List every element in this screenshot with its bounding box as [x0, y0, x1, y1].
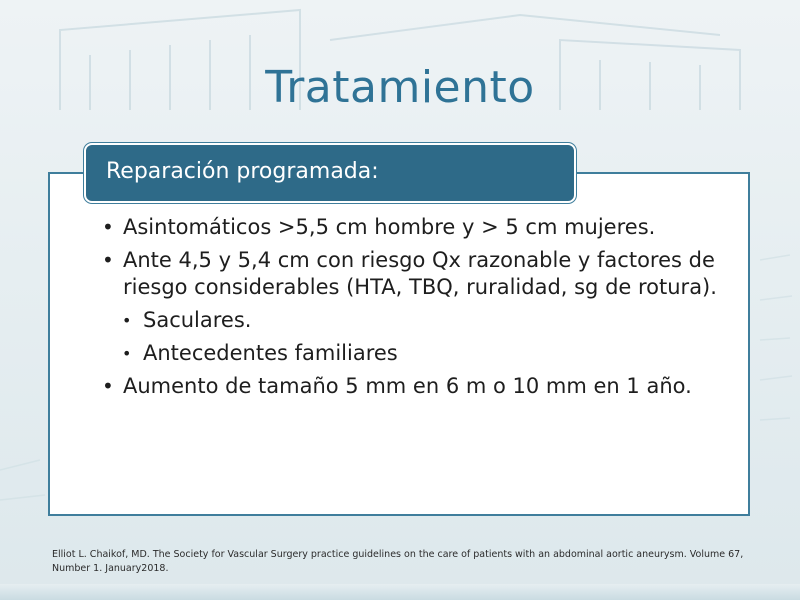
citation-line: Elliot L. Chaikof, MD. The Society for Vascular Surgery practice guidelines on the care of patients with an abdominal aortic aneurysm. Volume 67,: [52, 549, 744, 560]
section-header: [84, 143, 576, 203]
bottom-bar: [0, 584, 800, 600]
bullet-item: • Asintomáticos >5,5 cm hombre y > 5 cm mujeres.: [100, 214, 720, 241]
citation-line: Number 1. January2018.: [52, 563, 169, 574]
sub-bullet-item: • Antecedentes familiares: [120, 340, 720, 367]
bullet-item: • Aumento de tamaño 5 mm en 6 m o 10 mm en 1 año.: [100, 373, 720, 400]
section-header-label: Reparación programada:: [106, 159, 379, 184]
sub-bullet-item: • Saculares.: [120, 307, 720, 334]
slide-title: Tratamiento: [265, 62, 535, 113]
bullet-item: • Ante 4,5 y 5,4 cm con riesgo Qx razonable y factores de riesgo considerables (HTA, TBQ, ruralidad, sg de rotura).: [100, 247, 720, 301]
citation: [52, 548, 752, 576]
bullet-list: [100, 214, 720, 406]
